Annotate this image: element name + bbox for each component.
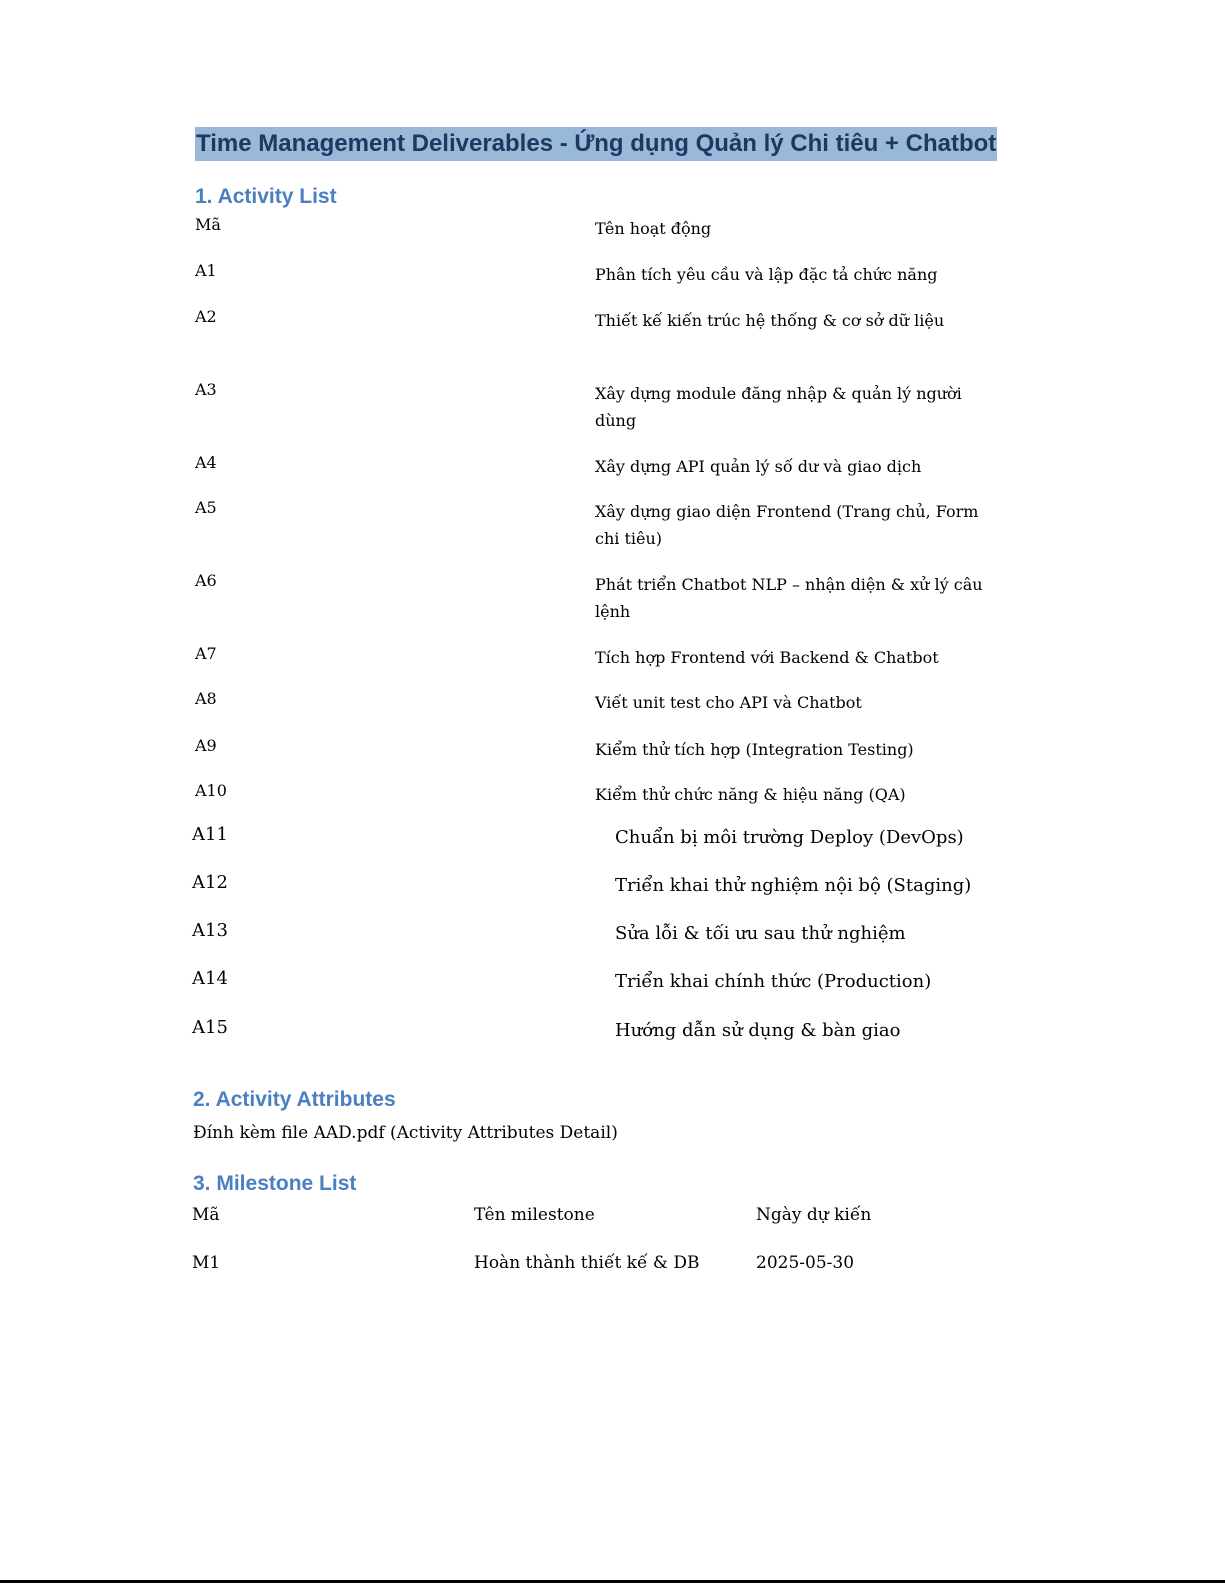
activity-attributes-text: Đính kèm file AAD.pdf (Activity Attributes Detail) <box>193 1123 618 1143</box>
activity-name: Kiểm thử tích hợp (Integration Testing) <box>595 740 914 759</box>
activity-name: Triển khai thử nghiệm nội bộ (Staging) <box>615 875 972 896</box>
activity-code: A8 <box>195 689 217 708</box>
activity-code: A12 <box>192 872 228 893</box>
activity-code: A9 <box>195 736 217 755</box>
activity-name: Tích hợp Frontend với Backend & Chatbot <box>595 648 939 667</box>
activity-code: A2 <box>195 307 217 326</box>
activity-name: Viết unit test cho API và Chatbot <box>595 693 862 712</box>
milestone-code: M1 <box>192 1253 221 1273</box>
activity-name: Hướng dẫn sử dụng & bàn giao <box>615 1020 901 1041</box>
document-title: Time Management Deliverables - Ứng dụng Quản lý Chi tiêu + Chatbot <box>195 127 997 161</box>
activity-list-heading: 1. Activity List <box>195 185 337 208</box>
activity-code: A4 <box>195 453 217 472</box>
activity-code: A3 <box>195 380 217 399</box>
activity-name: Thiết kế kiến trúc hệ thống & cơ sở dữ liệu <box>595 311 945 330</box>
milestone-date: 2025-05-30 <box>756 1253 855 1273</box>
column-header-due-date: Ngày dự kiến <box>756 1205 872 1225</box>
activity-code: A1 <box>195 261 217 280</box>
activity-name: Sửa lỗi & tối ưu sau thử nghiệm <box>615 923 906 944</box>
activity-name: Triển khai chính thức (Production) <box>615 971 932 992</box>
activity-code: A10 <box>195 781 227 800</box>
activity-code: A14 <box>192 968 228 989</box>
activity-attributes-heading: 2. Activity Attributes <box>193 1088 396 1111</box>
activity-code: A13 <box>192 920 228 941</box>
activity-code: A5 <box>195 498 217 517</box>
activity-code: A7 <box>195 644 217 663</box>
milestone-name: Hoàn thành thiết kế & DB <box>474 1253 700 1273</box>
page-bottom-border <box>0 1580 1225 1583</box>
activity-code: A11 <box>192 824 228 845</box>
activity-code: A15 <box>192 1017 228 1038</box>
milestone-list-heading: 3. Milestone List <box>193 1172 357 1195</box>
activity-code: A6 <box>195 571 217 590</box>
activity-name: Phân tích yêu cầu và lập đặc tả chức năng <box>595 265 938 284</box>
column-header-milestone-name: Tên milestone <box>474 1205 595 1225</box>
activity-name: Phát triển Chatbot NLP – nhận diện & xử lý câu lệnh <box>595 575 983 621</box>
activity-name: Chuẩn bị môi trường Deploy (DevOps) <box>615 827 964 848</box>
column-header-activity-name: Tên hoạt động <box>595 219 712 238</box>
activity-name: Xây dựng giao diện Frontend (Trang chủ, Form chi tiêu) <box>595 502 979 548</box>
activity-name: Kiểm thử chức năng & hiệu năng (QA) <box>595 785 906 804</box>
activity-name: Xây dựng API quản lý số dư và giao dịch <box>595 457 922 476</box>
column-header-code: Mã <box>192 1205 220 1225</box>
column-header-code: Mã <box>195 215 221 234</box>
activity-name: Xây dựng module đăng nhập & quản lý người dùng <box>595 384 962 430</box>
